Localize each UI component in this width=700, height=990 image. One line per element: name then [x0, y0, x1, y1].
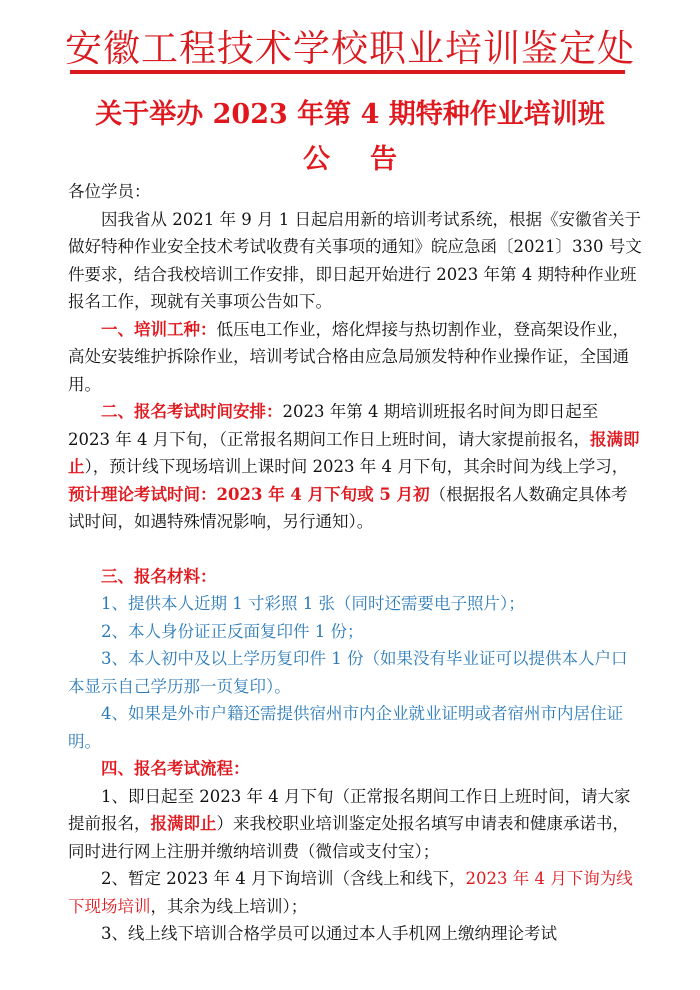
section-4-heading: 四、报名考试流程：: [101, 759, 250, 778]
section-2-text-c: （根据报名人数确定具体考试时间，如遇特殊情况影响，另行通知）。: [68, 484, 628, 531]
section-2-emphasis-b: 预计理论考试时间：2023 年 4 月下旬或 5 月初: [68, 484, 430, 504]
intro-paragraph: 因我省从 2021 年 9 月 1 日起启用新的培训考试系统，根据《安徽省关于做好特种作业安全技术考试收费有关事项的通知》皖应急函〔2021〕330 号文件要求，结合我校培训工作安排，即日起开始进行 2023 年第 4 期特种作业班报名工作，现就有关事项公告如下。: [68, 209, 642, 311]
organization-header: 安徽工程技术学校职业培训鉴定处: [65, 27, 635, 70]
section-3-heading: 三、报名材料：: [101, 566, 217, 586]
process-item-2: [68, 865, 643, 920]
process-item-2-text-b: ，其余为线上培训）；: [150, 896, 308, 916]
spacer: [68, 536, 643, 563]
notice-body: [68, 178, 643, 948]
section-1-text: 低压电工作业，熔化焊接与热切割作业，登高架设作业，高处安装维护拆除作业，培训考试合格由应急局颁发特种作业操作证，全国通用。: [68, 319, 629, 394]
header-divider: [70, 70, 625, 74]
section-2-text-b: ），预计线下现场培训上课时间 2023 年 4 月下旬，其余时间为线上学习，: [84, 457, 629, 476]
section-2-emphasis-a: 报满即止: [68, 429, 640, 476]
process-item-3: 3、线上线下培训合格学员可以通过本人手机网上缴纳理论考试: [101, 924, 557, 943]
process-item-1-emphasis: 报满即止: [150, 814, 217, 833]
section-2: [68, 398, 643, 536]
section-2-heading: 二、报名考试时间安排：: [101, 402, 283, 421]
material-item: 4、如果是外市户籍还需提供宿州市内企业就业证明或者宿州市内居住证明。: [68, 704, 623, 751]
material-item: 2、本人身份证正反面复印件 1 份；: [101, 621, 364, 641]
section-2-text-a: 2023 年第 4 期培训班报名时间为即日起至 2023 年 4 月下旬，（正常报名期间工作日上班时间，请大家提前报名，: [68, 402, 599, 449]
material-item: 1、提供本人近期 1 寸彩照 1 张（同时还需要电子照片）；: [101, 594, 525, 613]
process-item-2-emphasis: 2023 年 4 月下询为线下现场培训: [68, 869, 633, 916]
notice-subtitle: 公告: [303, 144, 437, 175]
process-item-1-text-b: ）来我校职业培训鉴定处报名填写申请表和健康承诺书，同时进行网上注册并缴纳培训费（微信或支付宝）；: [68, 814, 629, 861]
process-item-1-text-a: 1、即日起至 2023 年 4 月下旬（正常报名期间工作日上班时间，请大家提前报名，: [68, 786, 631, 833]
notice-title: 关于举办 2023 年第 4 期特种作业培训班: [95, 99, 605, 130]
section-1: [68, 316, 643, 399]
section-1-heading: 一、培训工种：: [101, 319, 217, 339]
process-item-2-text-a: 2、暂定 2023 年 4 月下询培训（含线上和线下，: [101, 869, 466, 888]
process-item-1: [68, 783, 643, 866]
greeting: 各位学员：: [68, 182, 151, 201]
material-item: 3、本人初中及以上学历复印件 1 份（如果没有毕业证可以提供本人户口本显示自己学历那一页复印）。: [68, 649, 628, 696]
